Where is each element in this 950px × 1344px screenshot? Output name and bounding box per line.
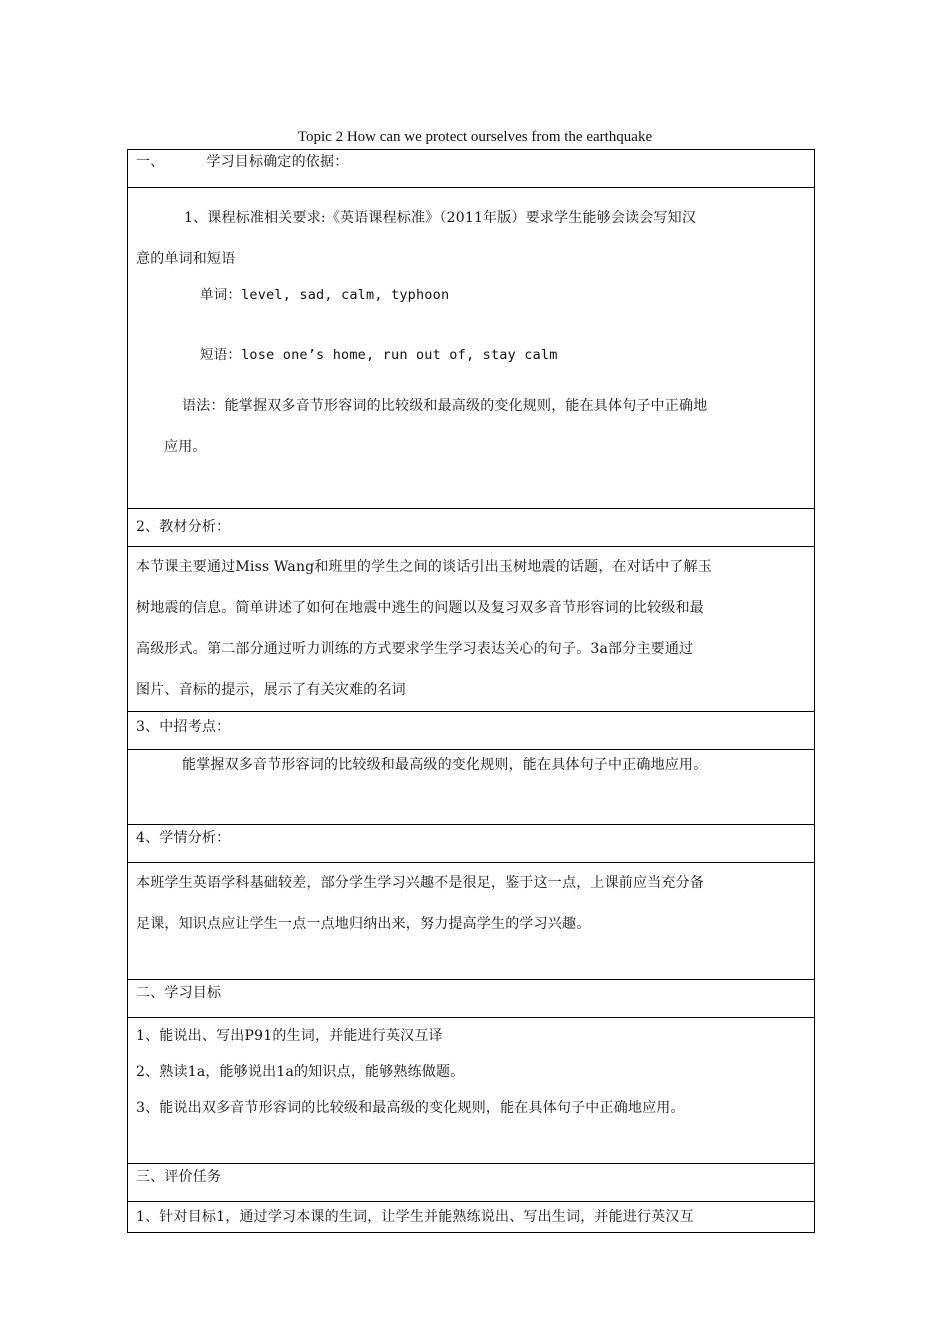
row-eval	[128, 1202, 815, 1233]
exam-points-text: 能掌握双多音节形容词的比较级和最高级的变化规则，能在具体句子中正确地应用。	[182, 757, 708, 773]
learner-line: 足课，知识点应让学生一点一点地归纳出来，努力提高学生的学习兴趣。	[136, 916, 591, 932]
row-eval-header	[128, 1164, 815, 1202]
document-title: Topic 2 How can we protect ourselves from the earthquake	[297, 129, 653, 145]
goal-item: 1、能说出、写出P91的生词，并能进行英汉互译	[136, 1028, 443, 1044]
row-exam-points-header	[128, 712, 815, 750]
row-textbook-analysis	[128, 547, 815, 712]
goal-item: 3、能说出双多音节形容词的比较级和最高级的变化规则，能在具体句子中正确地应用。	[136, 1100, 685, 1116]
section-heading: 学习目标确定的依据：	[206, 154, 349, 170]
grammar-text-cont: 应用。	[164, 439, 207, 455]
goals-header-cell: 二、学习目标	[128, 980, 815, 1018]
eval-header-cell: 三、评价任务	[128, 1164, 815, 1202]
row-exam-points	[128, 750, 815, 825]
basis-header-cell	[128, 150, 815, 188]
vocabulary-phrases: 短语：lose one’s home, run out of, stay calm	[200, 347, 558, 363]
textbook-header-cell: 2、教材分析：	[128, 509, 815, 547]
requirement-text-cont: 意的单词和短语	[136, 251, 236, 267]
requirement-text: 1、课程标准相关要求:《英语课程标准》（2011年版）要求学生能够会读会写知汉	[184, 210, 697, 226]
learner-line: 本班学生英语学科基础较差，部分学生学习兴趣不是很足，鉴于这一点，上课前应当充分备	[136, 875, 704, 891]
row-curriculum-requirements	[128, 188, 815, 509]
exam-points-cell	[128, 750, 815, 825]
grammar-text: 语法：能掌握双多音节形容词的比较级和最高级的变化规则，能在具体句子中正确地	[182, 398, 708, 414]
learner-analysis-cell	[128, 863, 815, 980]
analysis-line: 图片、音标的提示，展示了有关灾难的名词	[136, 682, 406, 698]
goals-cell	[128, 1018, 815, 1164]
analysis-line: 本节课主要通过Miss Wang和班里的学生之间的谈话引出玉树地震的话题，在对话中了解玉	[136, 559, 712, 575]
exam-points-header-cell: 3、中招考点：	[128, 712, 815, 750]
eval-cell: 1、针对目标1，通过学习本课的生词，让学生并能熟练说出、写出生词，并能进行英汉互	[128, 1202, 815, 1233]
goal-item: 2、熟读1a，能够说出1a的知识点，能够熟练做题。	[136, 1064, 465, 1080]
row-goals-header	[128, 980, 815, 1018]
lesson-plan-table	[127, 149, 815, 1233]
row-basis-header	[128, 150, 815, 188]
row-textbook-header	[128, 509, 815, 547]
analysis-line: 高级形式。第二部分通过听力训练的方式要求学生学习表达关心的句子。3a部分主要通过	[136, 641, 694, 657]
curriculum-cell	[128, 188, 815, 509]
textbook-analysis-cell	[128, 547, 815, 712]
row-learner-analysis	[128, 863, 815, 980]
row-learner-header	[128, 825, 815, 863]
section-number: 一、	[136, 154, 165, 170]
analysis-line: 树地震的信息。简单讲述了如何在地震中逃生的问题以及复习双多音节形容词的比较级和最	[136, 600, 704, 616]
row-goals	[128, 1018, 815, 1164]
learner-header-cell: 4、学情分析：	[128, 825, 815, 863]
vocabulary-words: 单词：level, sad, calm, typhoon	[200, 287, 450, 303]
